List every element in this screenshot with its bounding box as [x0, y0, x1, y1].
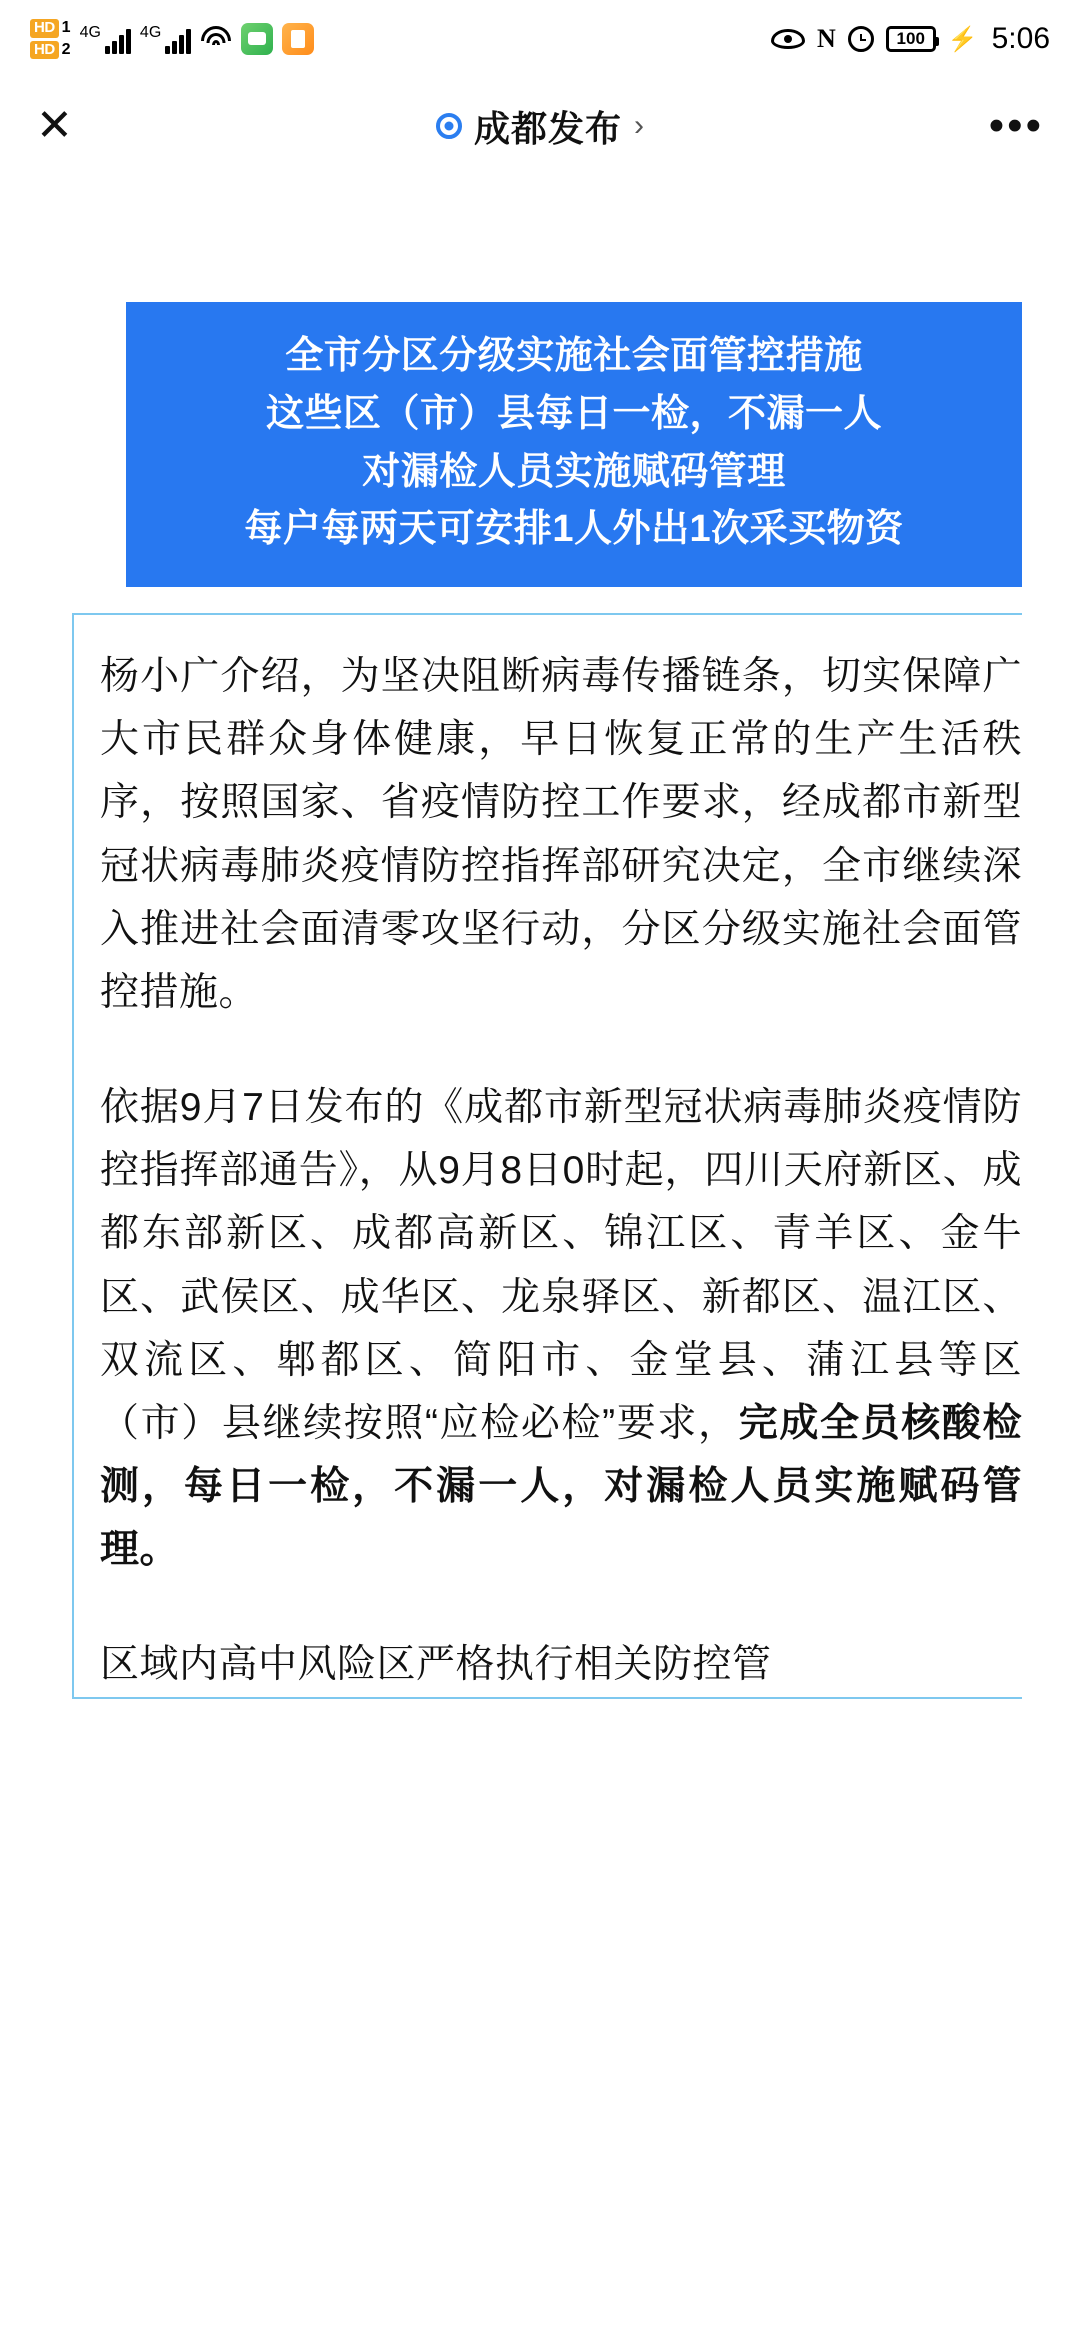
- nav-bar: [0, 78, 1080, 174]
- account-avatar-icon: [436, 113, 462, 139]
- banner-line-1: 全市分区分级实施社会面管控措施: [285, 335, 863, 377]
- signal-sim2-icon: [140, 24, 191, 54]
- network-label-2: 4G: [139, 24, 162, 41]
- alarm-icon: [848, 26, 874, 52]
- wifi-icon: [200, 26, 232, 52]
- status-bar-right: [771, 22, 1050, 56]
- green-app-icon: [241, 23, 273, 55]
- eye-comfort-icon: [771, 29, 805, 49]
- battery-level: 100: [896, 29, 925, 48]
- chevron-right-icon: ›: [634, 109, 644, 142]
- network-label-1: 4G: [79, 24, 101, 41]
- signal-sim1-icon: [80, 24, 131, 54]
- paragraph-2: [100, 1076, 1022, 1581]
- account-name: 成都发布: [473, 107, 622, 149]
- banner-line-2: 这些区（市）县每日一检，不漏一人: [265, 392, 882, 435]
- paragraph-2-normal: 依据9月7日发布的《成都市新型冠状病毒肺炎疫情防控指挥部通告》，从9月8日0时起，四川天府新区、成都东部新区、成都高新区、锦江区、青羊区、金牛区、武侯区、成华区、龙泉驿区、新都区、温江区、双流区、郫都区、简阳市、金堂县、蒲江县等区（市）县继续按照“应检必检”要求，: [100, 1086, 1022, 1445]
- clock: 5:06: [991, 22, 1050, 55]
- nfc-icon: N: [816, 24, 836, 53]
- charging-icon: ⚡: [947, 25, 978, 53]
- paragraph-2-bold: 完成全员核酸检测，每日一检，不漏一人，对漏检人员实施赋码管理。: [100, 1401, 1022, 1572]
- status-bar-left: [30, 19, 314, 59]
- hd-sim1-icon: HD 1: [30, 19, 71, 38]
- status-bar: [0, 0, 1080, 78]
- article-body: [0, 302, 1080, 1699]
- account-title[interactable]: [0, 101, 1080, 152]
- orange-app-icon: [282, 23, 314, 55]
- hd-sim2-icon: HD 2: [30, 41, 71, 60]
- dual-sim-indicator: [30, 19, 71, 59]
- banner-line-3: 对漏检人员实施赋码管理: [362, 450, 786, 493]
- paragraph-1: 杨小广介绍，为坚决阻断病毒传播链条，切实保障广大市民群众身体健康，早日恢复正常的生产生活秩序，按照国家、省疫情防控工作要求，经成都市新型冠状病毒肺炎疫情防控指挥部研究决定，全市继续深入推进社会面清零攻坚行动，分区分级实施社会面管控措施。: [100, 655, 1022, 1014]
- paragraph-3: 区域内高中风险区严格执行相关防控管: [100, 1643, 772, 1687]
- close-icon[interactable]: ✕: [36, 101, 73, 150]
- more-options-icon[interactable]: •••: [988, 100, 1044, 150]
- battery-icon: [886, 26, 936, 52]
- banner-line-4: 每户每两天可安排1人外出1次采买物资: [244, 508, 904, 551]
- headline-banner: [126, 302, 1022, 587]
- article-text-block: [72, 613, 1022, 1699]
